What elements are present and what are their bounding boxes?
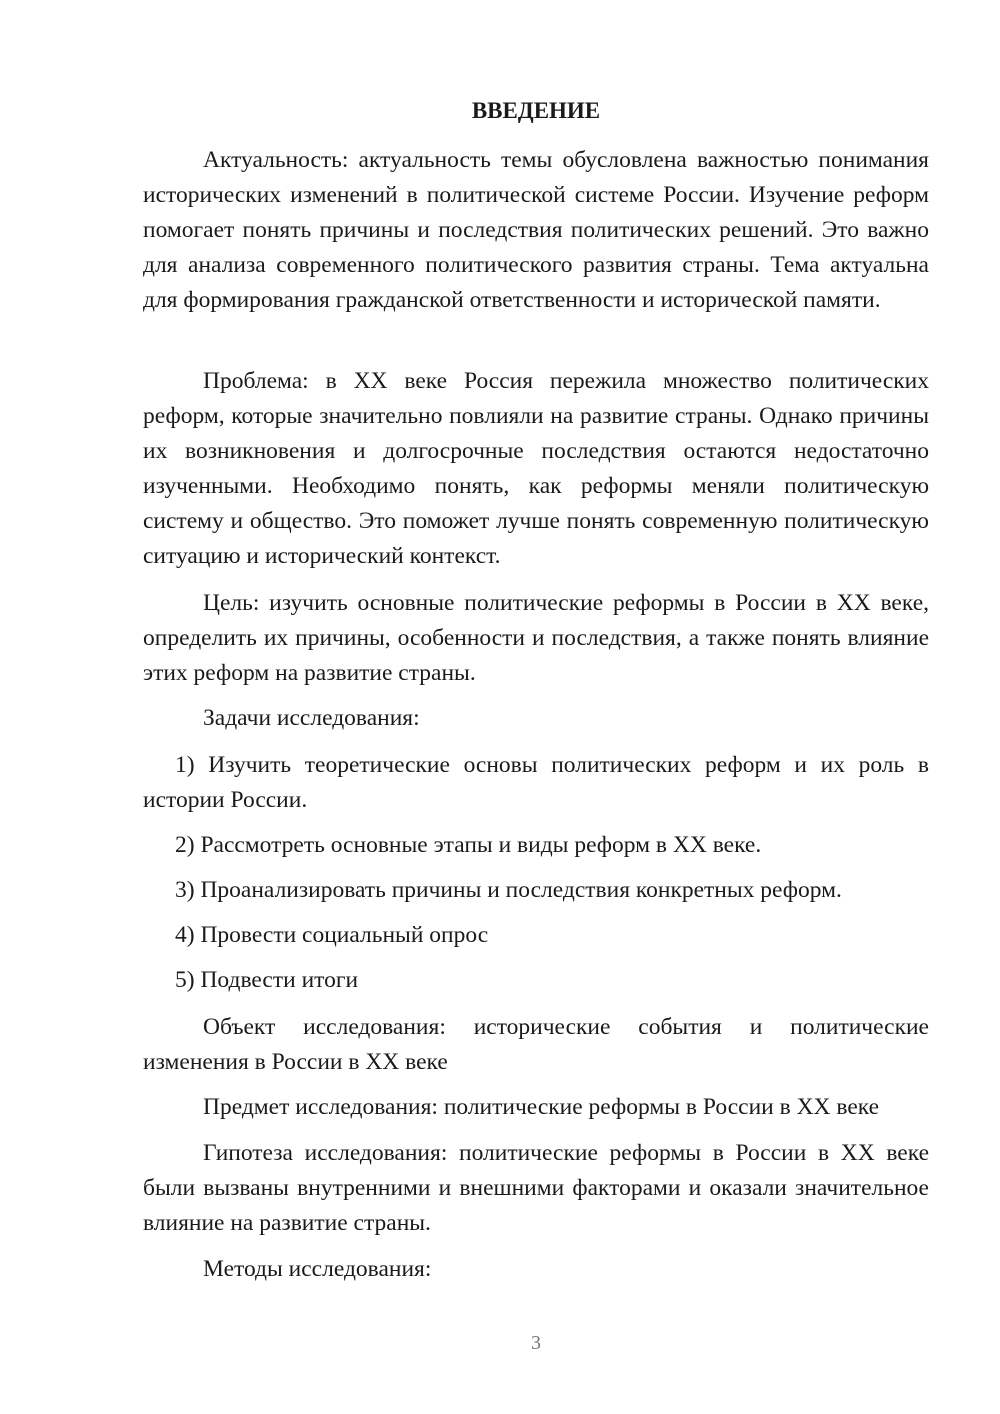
- task-item: 1) Изучить теоретические основы политических реформ и их роль в истории России.: [143, 752, 929, 813]
- object-paragraph: Объект исследования: исторические события и политические изменения в России в XX веке: [143, 1014, 929, 1075]
- subject-paragraph: Предмет исследования: политические реформы в России в XX веке: [203, 1094, 880, 1120]
- task-item: 5) Подвести итоги: [175, 967, 359, 993]
- section-title: ВВЕДЕНИЕ: [471, 98, 601, 123]
- hypothesis-paragraph: Гипотеза исследования: политические реформы в России в XX веке были вызваны внутренними и внешними факторами и оказали значительное влияние на развитие страны.: [143, 1140, 929, 1236]
- task-item: 3) Проанализировать причины и последствия конкретных реформ.: [175, 877, 842, 903]
- page-number: 3: [531, 1332, 541, 1354]
- problem-paragraph: Проблема: в XX веке Россия пережила множество политических реформ, которые значительно повлияли на развитие страны. Однако причины их возникновения и долгосрочные последствия остаются недостаточно изученными. Необходимо понять, как реформы меняли политическую систему и общество. Это поможет лучше понять современную политическую ситуацию и исторический контекст.: [143, 368, 929, 569]
- task-item: 2) Рассмотреть основные этапы и виды реформ в XX веке.: [175, 832, 762, 858]
- methods-heading: Методы исследования:: [203, 1256, 432, 1282]
- relevance-paragraph: Актуальность: актуальность темы обусловлена важностью понимания исторических изменений в политической системе России. Изучение реформ помогает понять причины и последствия политических решений. Это важно для анализа современного политического развития страны. Тема актуальна для формирования гражданской ответственности и исторической памяти.: [143, 147, 929, 313]
- goal-paragraph: Цель: изучить основные политические реформы в России в XX веке, определить их причины, особенности и последствия, а также понять влияние этих реформ на развитие страны.: [143, 590, 929, 686]
- task-item: 4) Провести социальный опрос: [175, 922, 489, 948]
- tasks-heading: Задачи исследования:: [203, 705, 420, 731]
